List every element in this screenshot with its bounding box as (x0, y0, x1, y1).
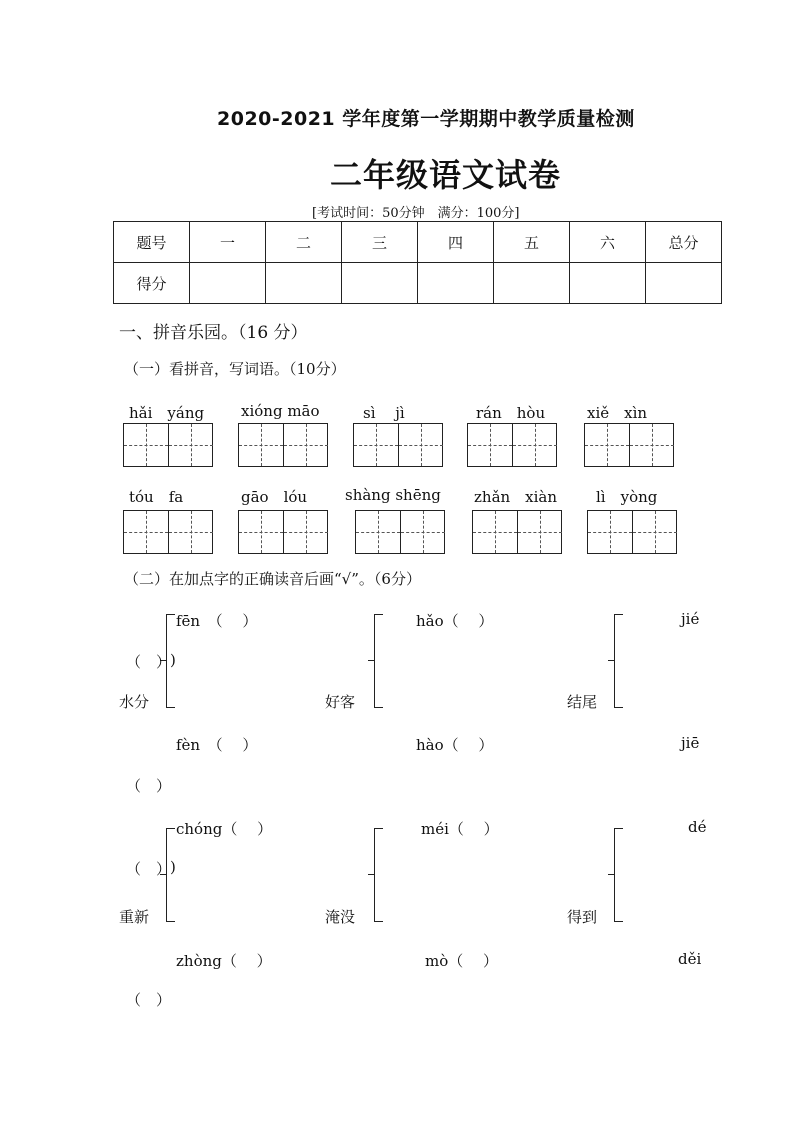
pinyin-label: xióng māo (241, 402, 320, 420)
pinyin-label: rán hòu (476, 404, 546, 422)
writing-grid[interactable] (238, 510, 328, 554)
page-title: 二年级语文试卷 (330, 156, 562, 194)
writing-grid[interactable] (353, 423, 443, 467)
writing-grid[interactable] (467, 423, 557, 467)
part-title: （二）在加点字的正确读音后画“√”。（6分） (124, 570, 421, 588)
score-cell[interactable] (418, 263, 494, 304)
exam-info: [考试时间：50分钟 满分：100分] (312, 206, 520, 221)
writing-grid[interactable] (123, 510, 213, 554)
answer-paren[interactable]: （ ） (126, 860, 172, 878)
writing-grid[interactable] (472, 510, 562, 554)
paren-close: ) (170, 651, 176, 669)
brace (374, 828, 383, 922)
reading-option[interactable]: méi（ ） (421, 820, 499, 838)
reading-option[interactable]: chóng（ ） (176, 820, 273, 838)
table-header: 一 (190, 222, 266, 263)
section-title: 一、拼音乐园。（16 分） (119, 323, 308, 343)
reading-option[interactable]: fēn （ ） (176, 612, 258, 630)
pinyin-label: tóu fa (129, 488, 184, 506)
score-cell[interactable] (646, 263, 722, 304)
word: 得到 (567, 908, 598, 926)
answer-paren[interactable]: （ ） (126, 653, 172, 671)
brace (374, 614, 383, 708)
table-header: 四 (418, 222, 494, 263)
reading-option[interactable]: jiē (681, 734, 700, 752)
reading-option[interactable]: hǎo（ ） (416, 612, 494, 630)
row-label: 得分 (114, 263, 190, 304)
table-header: 总分 (646, 222, 722, 263)
word: 好客 (325, 693, 356, 711)
table-row (114, 263, 722, 304)
word: 水分 (119, 693, 150, 711)
table-header: 三 (342, 222, 418, 263)
table-header: 六 (570, 222, 646, 263)
pinyin-label: xiě xìn (587, 404, 648, 422)
score-cell[interactable] (570, 263, 646, 304)
brace-tick (368, 874, 374, 875)
answer-paren[interactable]: （ ） (126, 777, 172, 795)
pinyin-label: sì jì (363, 404, 405, 422)
writing-grid[interactable] (584, 423, 674, 467)
paren-close: ) (170, 858, 176, 876)
writing-grid[interactable] (587, 510, 677, 554)
writing-grid[interactable] (123, 423, 213, 467)
score-cell[interactable] (494, 263, 570, 304)
word: 淹没 (325, 908, 356, 926)
reading-option[interactable]: zhòng（ ） (176, 952, 272, 970)
table-header: 二 (266, 222, 342, 263)
answer-paren[interactable]: （ ） (126, 991, 172, 1009)
writing-grid[interactable] (238, 423, 328, 467)
reading-option[interactable]: děi (678, 950, 702, 968)
pinyin-label: gāo lóu (241, 488, 308, 506)
score-cell[interactable] (266, 263, 342, 304)
score-table (113, 221, 722, 304)
pinyin-label: hǎi yáng (129, 404, 205, 422)
brace (614, 614, 623, 708)
reading-option[interactable]: mò（ ） (425, 952, 499, 970)
reading-option[interactable]: dé (688, 818, 707, 836)
reading-option[interactable]: hào（ ） (416, 736, 494, 754)
score-cell[interactable] (342, 263, 418, 304)
table-row (114, 222, 722, 263)
table-header: 五 (494, 222, 570, 263)
brace (614, 828, 623, 922)
header-line: 2020-2021 学年度第一学期期中教学质量检测 (217, 108, 635, 130)
pinyin-label: lì yòng (596, 488, 658, 506)
brace-tick (368, 660, 374, 661)
brace-tick (608, 660, 614, 661)
reading-option[interactable]: fèn （ ） (176, 736, 258, 754)
word: 重新 (119, 908, 150, 926)
score-cell[interactable] (190, 263, 266, 304)
part-title: （一）看拼音，写词语。（10分） (124, 360, 346, 378)
reading-option[interactable]: jié (681, 610, 700, 628)
pinyin-label: zhǎn xiàn (474, 488, 558, 506)
writing-grid[interactable] (355, 510, 445, 554)
word: 结尾 (567, 693, 598, 711)
table-header: 题号 (114, 222, 190, 263)
brace-tick (608, 874, 614, 875)
pinyin-label: shàng shēng (345, 486, 441, 504)
